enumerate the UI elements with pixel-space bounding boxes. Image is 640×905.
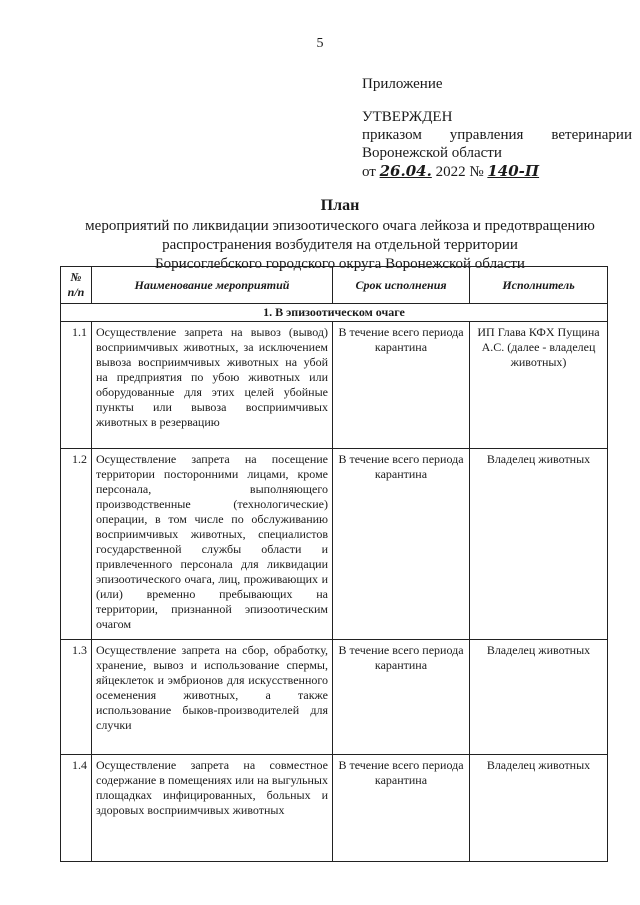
handwritten-number: 140-П	[487, 162, 540, 180]
approval-block	[362, 108, 632, 181]
page-number: 5	[316, 36, 324, 51]
table-row	[61, 449, 608, 640]
section-title: 1. В эпизоотическом очаге	[61, 304, 608, 322]
row-term: В течение всего периода карантина	[333, 322, 470, 449]
row-name: Осуществление запрета на вывоз (вывод) восприимчивых животных, за исключением вывоза восприимчивых животных на убой на предприятия по убою животных или оборудованные для этих целей убойные пункты или вывоза восприимчивых животных в резервацию	[92, 322, 333, 449]
approved-line2: Воронежской области	[362, 145, 502, 161]
row-num: 1.1	[61, 322, 92, 449]
approved-line1: приказом управления ветеринарии	[362, 127, 632, 143]
row-executor: Владелец животных	[470, 755, 608, 862]
row-name: Осуществление запрета на сбор, обработку, хранение, вывоз и использование спермы, яйцеклеток и эмбрионов для искусственного осеменения животных, а также использование быков-производителей для случки	[92, 640, 333, 755]
row-executor: Владелец животных	[470, 449, 608, 640]
row-num: 1.4	[61, 755, 92, 862]
plan-table	[60, 266, 608, 862]
row-executor: ИП Глава КФХ Пущина А.С. (далее - владелец животных)	[470, 322, 608, 449]
year-number-label: 2022 №	[435, 164, 484, 180]
header-executor: Исполнитель	[470, 267, 608, 304]
plan-subtitle-line3: Борисоглебского городского округа Воронежской области	[155, 256, 525, 272]
plan-title-block	[60, 196, 620, 274]
header-term: Срок исполнения	[333, 267, 470, 304]
plan-subtitle-line1: мероприятий по ликвидации эпизоотического очага лейкоза и предотвращению	[85, 218, 595, 234]
row-executor: Владелец животных	[470, 640, 608, 755]
row-num: 1.2	[61, 449, 92, 640]
table-header-row	[61, 267, 608, 304]
approved-title: УТВЕРЖДЕН	[362, 109, 453, 125]
header-num: № п/п	[61, 267, 92, 304]
section-row	[61, 304, 608, 322]
row-num: 1.3	[61, 640, 92, 755]
row-term: В течение всего периода карантина	[333, 640, 470, 755]
row-term: В течение всего периода карантина	[333, 449, 470, 640]
row-name: Осуществление запрета на совместное содержание в помещениях или на выгульных площадках инфицированных, больных и здоровых восприимчивых животных	[92, 755, 333, 862]
header-name: Наименование мероприятий	[92, 267, 333, 304]
row-term: В течение всего периода карантина	[333, 755, 470, 862]
appendix-label: Приложение	[362, 76, 443, 92]
date-prefix: от	[362, 164, 376, 180]
table-row	[61, 640, 608, 755]
row-name: Осуществление запрета на посещение территории посторонними лицами, кроме персонала, выполняющего производственные (технологические) операции, в том числе по обслуживанию восприимчивых животных, специалистов государственной службы области и привлеченного персонала для ликвидации эпизоотического очага, лиц, проживающих и (или) временно пребывающих на территории, признанной эпизоотическим очагом	[92, 449, 333, 640]
handwritten-date: 26.04.	[379, 162, 432, 180]
table-row	[61, 322, 608, 449]
table-row	[61, 755, 608, 862]
plan-title: План	[320, 197, 360, 214]
plan-subtitle-line2: распространения возбудителя на отдельной территории	[162, 237, 518, 253]
approved-date-line	[362, 162, 632, 181]
